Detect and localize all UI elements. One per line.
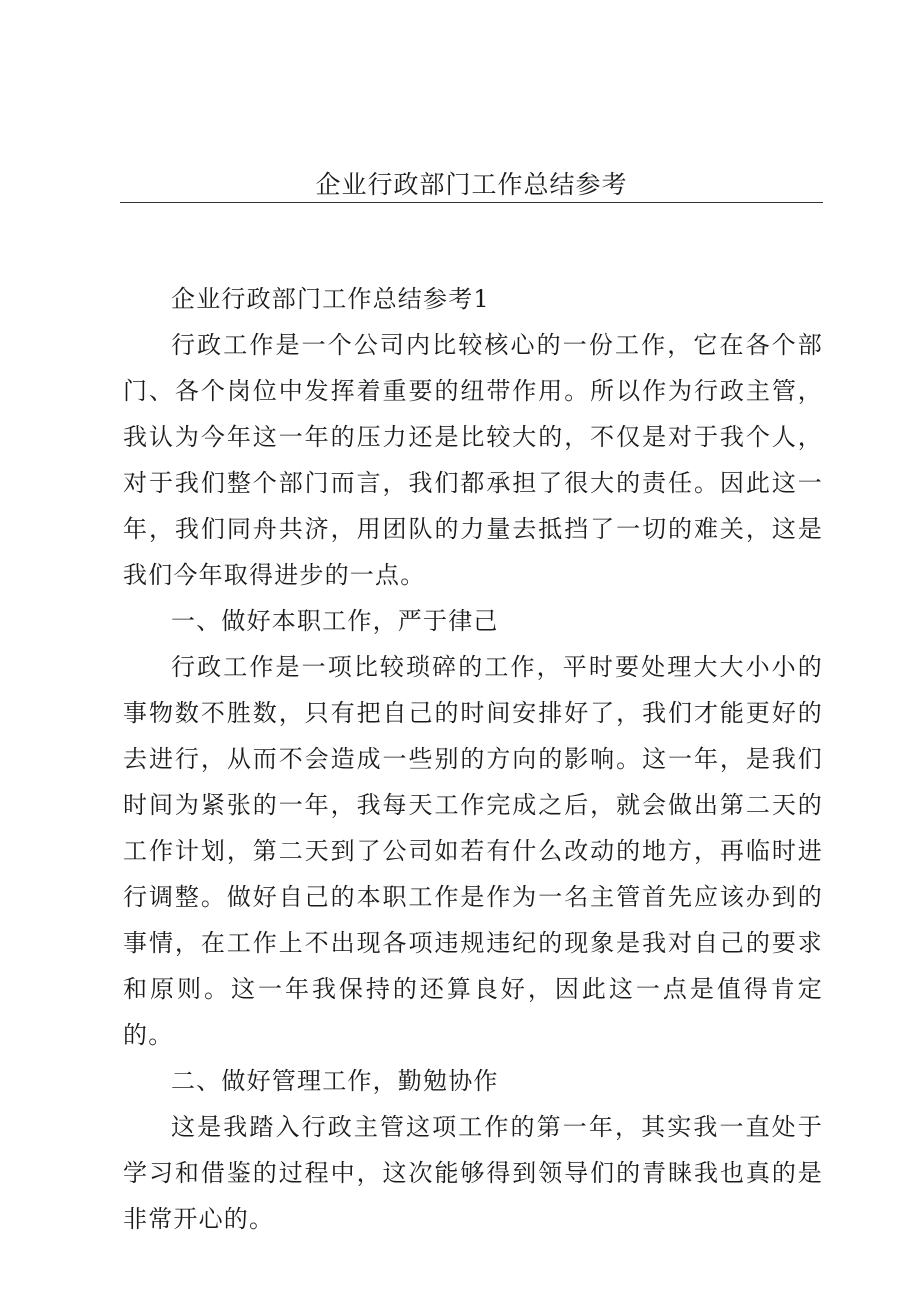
document-body xyxy=(123,276,823,1242)
document-title: 企业行政部门工作总结参考 xyxy=(315,170,628,199)
heading-two: 二、做好管理工作，勤勉协作 xyxy=(171,1067,499,1095)
paragraph-management: 这是我踏入行政主管这项工作的第一年，其实我一直处于学习和借鉴的过程中，这次能够得到领导们的青睐我也真的是非常开心的。 xyxy=(123,1113,823,1233)
heading-one: 一、做好本职工作，严于律己 xyxy=(171,607,499,635)
paragraph-duties: 行政工作是一项比较琐碎的工作，平时要处理大大小小的事物数不胜数，只有把自己的时间安排好了，我们才能更好的去进行，从而不会造成一些别的方向的影响。这一年，是我们时间为紧张的一年，我每天工作完成之后，就会做出第二天的工作计划，第二天到了公司如若有什么改动的地方，再临时进行调整。做好自己的本职工作是作为一名主管首先应该办到的事情，在工作上不出现各项违规违纪的现象是我对自己的要求和原则。这一年我保持的还算良好，因此这一点是值得肯定的。 xyxy=(123,653,823,1049)
paragraph-intro: 行政工作是一个公司内比较核心的一份工作，它在各个部门、各个岗位中发挥着重要的纽带作用。所以作为行政主管，我认为今年这一年的压力还是比较大的，不仅是对于我个人，对于我们整个部门而言，我们都承担了很大的责任。因此这一年，我们同舟共济，用团队的力量去抵挡了一切的难关，这是我们今年取得进步的一点。 xyxy=(123,331,823,589)
title-underline xyxy=(120,202,823,203)
section-title: 企业行政部门工作总结参考1 xyxy=(171,285,490,313)
